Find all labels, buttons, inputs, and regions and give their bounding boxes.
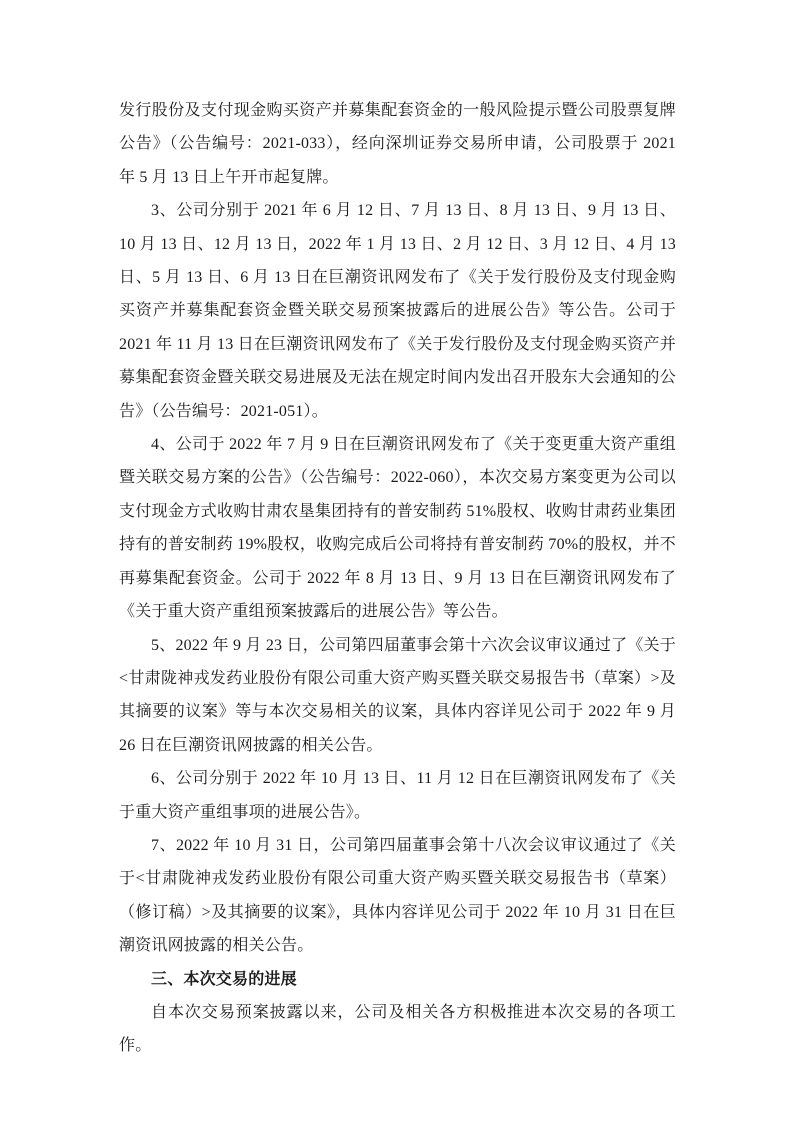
document-content: [119, 94, 676, 1063]
paragraph-item-4: 4、公司于 2022 年 7 月 9 日在巨潮资讯网发布了《关于变更重大资产重组暨关联交易方案的公告》（公告编号：2022-060），本次交易方案变更为公司以支付现金方式收购甘肃农垦集团持有的普安制药 51%股权、收购甘肃药业集团持有的普安制药 19%股权，收购完成后公司将持有普安制药 70%的股权，并不再募集配套资金。公司于 2022 年 8 月 13 日、9 月 13 日在巨潮资讯网发布了《关于重大资产重组预案披露后的进展公告》等公告。: [119, 436, 676, 621]
paragraph-progress-statement: 自本次交易预案披露以来，公司及相关各方积极推进本次交易的各项工作。: [119, 1003, 676, 1055]
paragraph-item-7: 7、2022 年 10 月 31 日，公司第四届董事会第十八次会议审议通过了《关于<甘肃陇神戎发药业股份有限公司重大资产购买暨关联交易报告书（草案）（修订稿）>及其摘要的议案》，具体内容详见公司于 2022 年 10 月 31 日在巨潮资讯网披露的相关公告。: [119, 836, 676, 955]
section-heading-transaction-progress: 三、本次交易的进展: [151, 970, 297, 988]
paragraph-item-3: 3、公司分别于 2021 年 6 月 12 日、7 月 13 日、8 月 13 日、9 月 13 日、10 月 13 日、12 月 13 日，2022 年 1 月 13 日、2 月 12 日、3 月 12 日、4 月 13 日、5 月 13 日、6 月 13 日在巨潮资讯网发布了《关于发行股份及支付现金购买资产并募集配套资金暨关联交易预案披露后的进展公告》等公告。公司于 2021 年 11 月 13 日在巨潮资讯网发布了《关于发行股份及支付现金购买资产并募集配套资金暨关联交易进展及无法在规定时间内发出召开股东大会通知的公告》（公告编号：2021-051）。: [119, 202, 676, 420]
paragraph-item-6: 6、公司分别于 2022 年 10 月 13 日、11 月 12 日在巨潮资讯网发布了《关于重大资产重组事项的进展公告》。: [119, 770, 676, 821]
paragraph-item-5: 5、2022 年 9 月 23 日，公司第四届董事会第十六次会议审议通过了《关于<甘肃陇神戎发药业股份有限公司重大资产购买暨关联交易报告书（草案）>及其摘要的议案》等与本次交易相关的议案，具体内容详见公司于 2022 年 9 月 26 日在巨潮资讯网披露的相关公告。: [119, 636, 676, 754]
paragraph-continuation: 发行股份及支付现金购买资产并募集配套资金的一般风险提示暨公司股票复牌公告》（公告编号：2021-033），经向深圳证券交易所申请，公司股票于 2021 年 5 月 13 日上午开市起复牌。: [119, 102, 676, 186]
